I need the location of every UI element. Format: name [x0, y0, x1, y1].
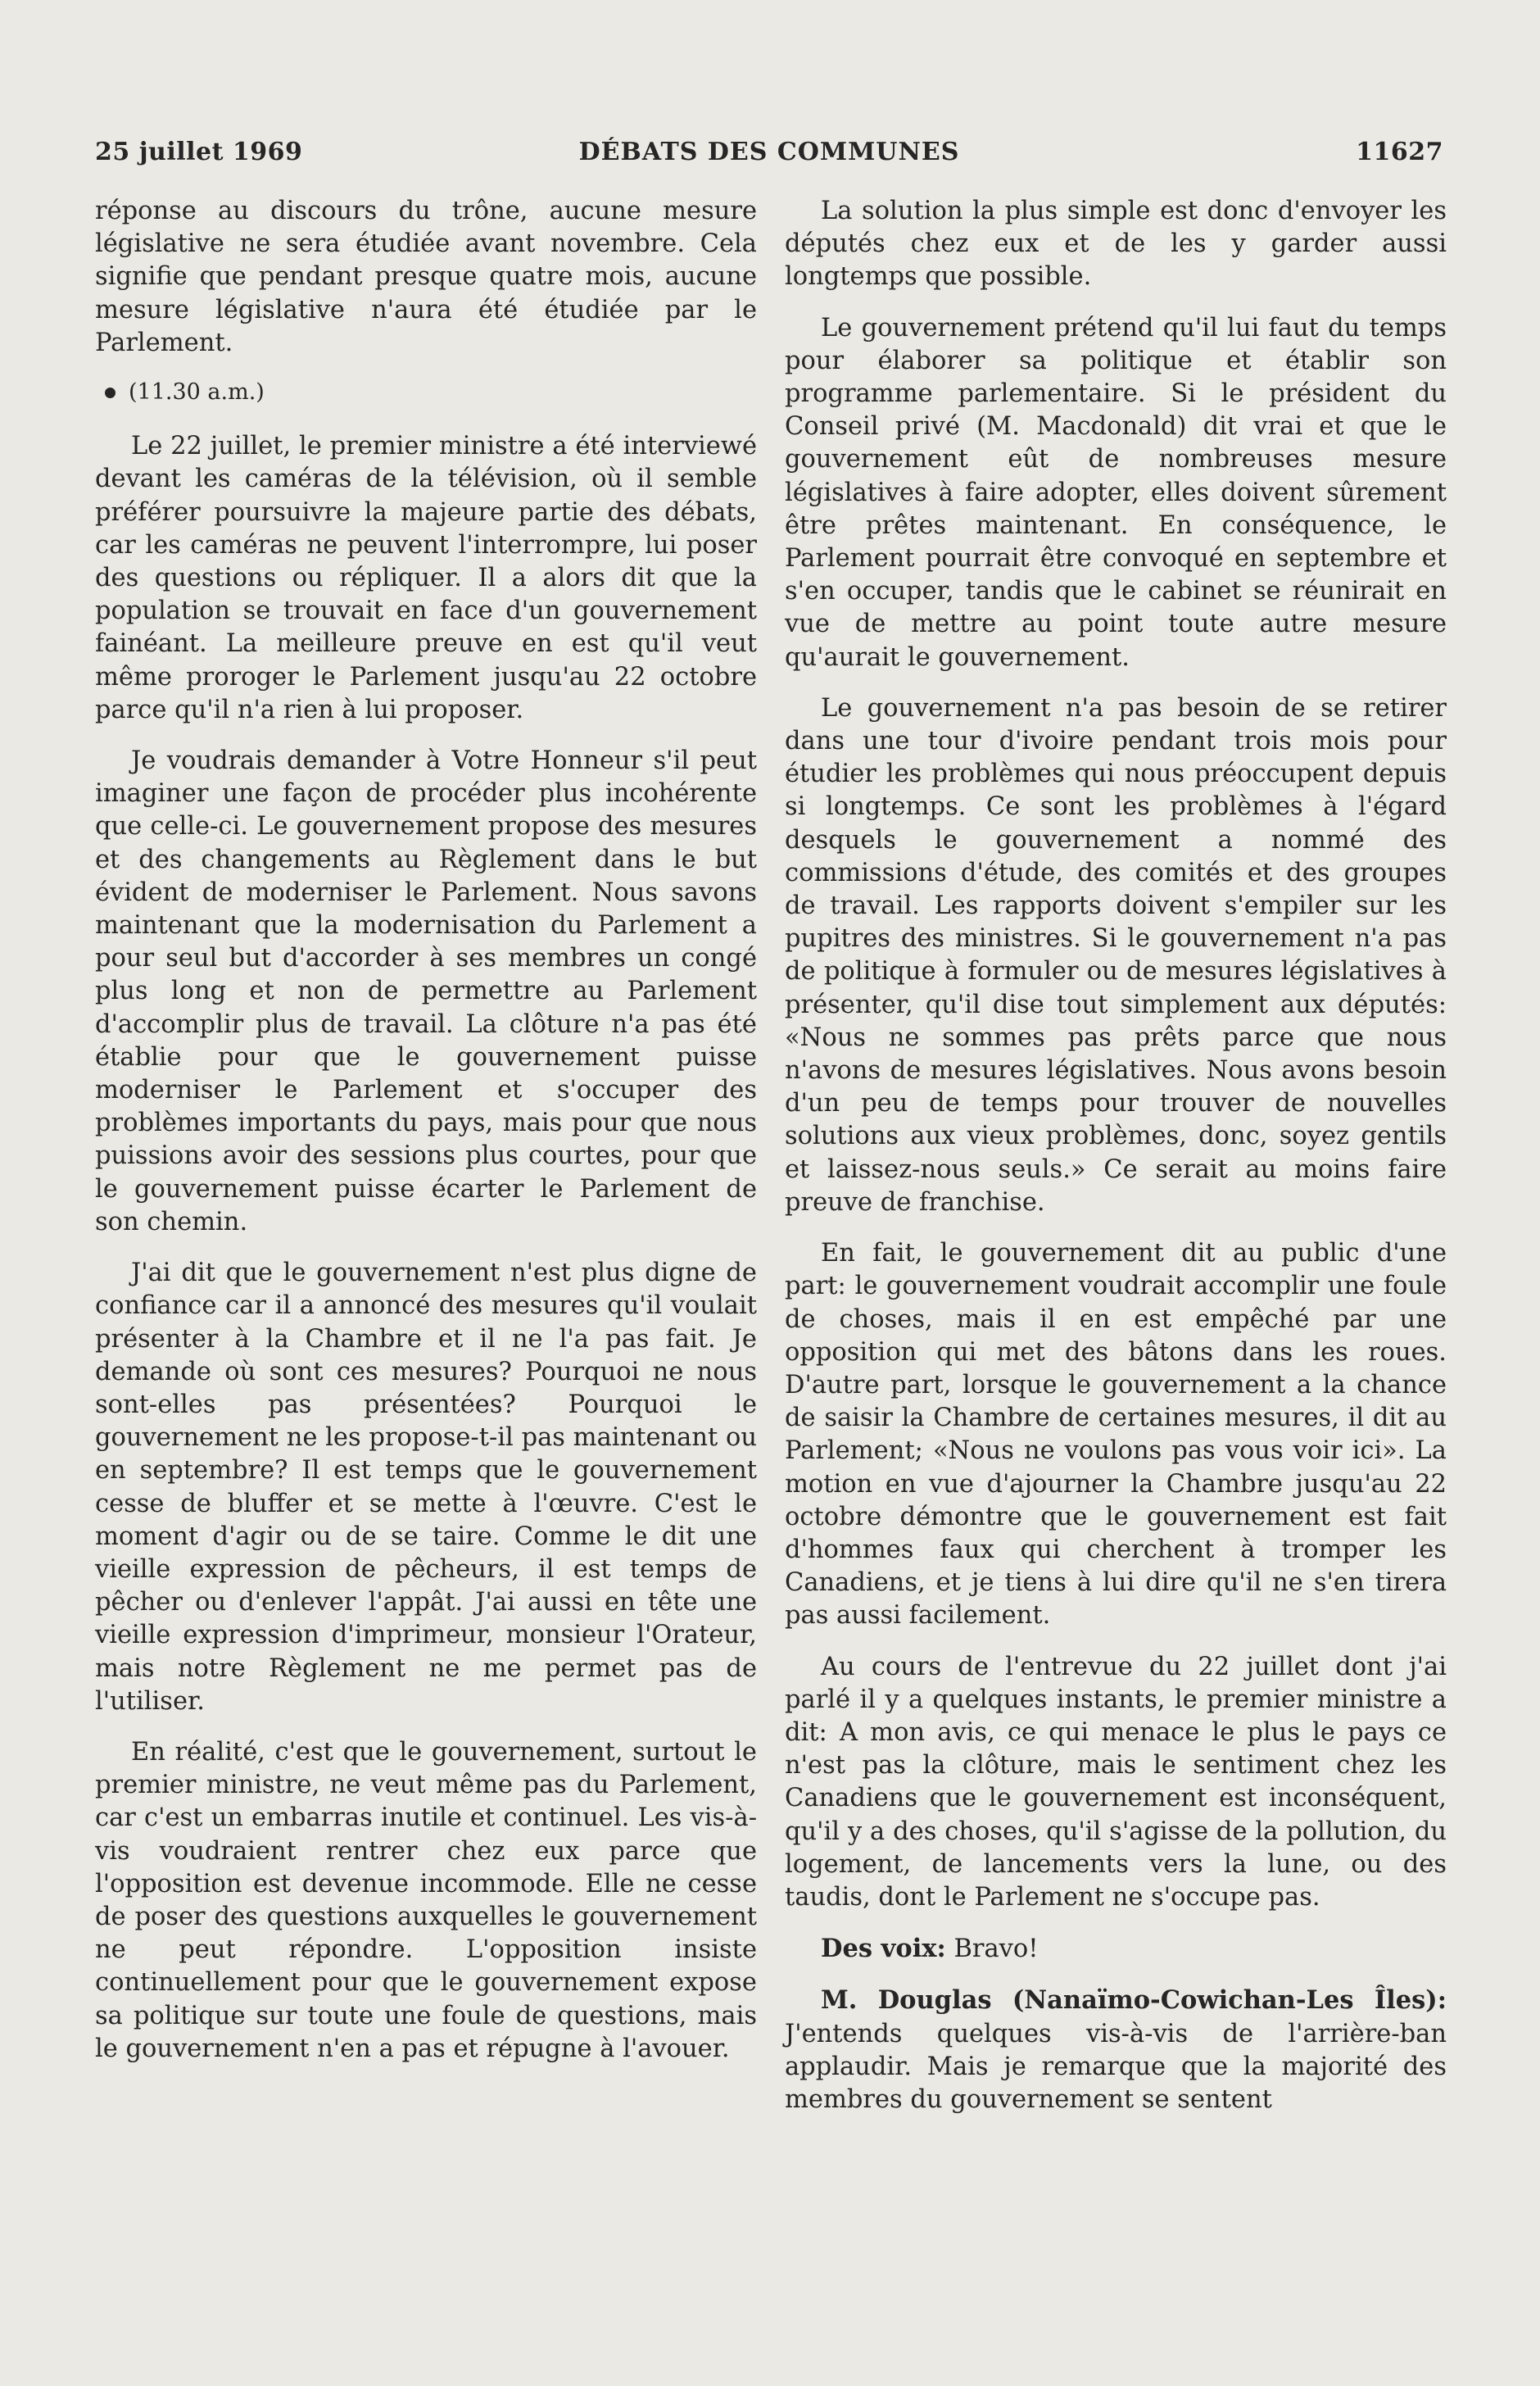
- bullet-icon: [105, 388, 116, 398]
- page-header: [95, 138, 1443, 174]
- header-page-number: 11627: [1356, 138, 1443, 166]
- header-date: 25 juillet 1969: [95, 138, 303, 166]
- paragraph: J'ai dit que le gouvernement n'est plus digne de confiance car il a annoncé des mesures qu'il voulait présenter à la Chambre et il ne l'a pas fait. Je demande où sont ces mesures? Pourquoi ne nous sont-elles pas présentées? Pourquoi le gouvernement ne les propose-t-il pas maintenant ou en septembre? Il est temps que le gouvernement cesse de bluffer et se mette à l'œuvre. C'est le moment d'agir ou de se taire. Comme le dit une vieille expression de pêcheurs, il est temps de pêcher ou d'enlever l'appât. J'ai aussi en tête une vieille expression d'imprimeur, monsieur l'Orateur, mais notre Règlement ne me permet pas de l'utiliser.: [95, 1259, 757, 1716]
- paragraph: Le 22 juillet, le premier ministre a été interviewé devant les caméras de la télévision, où il semble préférer poursuivre la majeure partie des débats, car les caméras ne peuvent l'interrompre, lui poser des questions ou répliquer. Il a alors dit que la population se trouvait en face d'un gouvernement fainéant. La meilleure preuve en est qu'il veut même proroger le Parlement jusqu'au 22 octobre parce qu'il n'a rien à lui proposer.: [95, 432, 757, 724]
- speaker-name: Des voix:: [821, 1934, 946, 1964]
- time-marker-text: (11.30 a.m.): [129, 379, 265, 406]
- interjection-text: Bravo!: [953, 1935, 1039, 1964]
- paragraph: réponse au discours du trône, aucune mesure législative ne sera étudiée avant novembre. Cela signifie que pendant presque quatre mois, aucune mesure législative n'aura été étudiée par le Parlement.: [95, 197, 757, 357]
- paragraph: Le gouvernement prétend qu'il lui faut du temps pour élaborer sa politique et établir son programme parlementaire. Si le président du Conseil privé (M. Macdonald) dit vrai et que le gouvernement eût de nombreuses mesure législatives à faire adopter, elles doivent sûrement être prêtes maintenant. En conséquence, le Parlement pourrait être convoqué en septembre et s'en occuper, tandis que le cabinet se réunirait en vue de mettre au point toute autre mesure qu'aurait le gouvernement.: [785, 313, 1447, 672]
- left-column: [95, 195, 757, 2066]
- paragraph: Le gouvernement n'a pas besoin de se retirer dans une tour d'ivoire pendant trois mois pour étudier les problèmes qui nous préoccupent depuis si longtemps. Ce sont les problèmes à l'égard desquels le gouvernement a nommé des commissions d'étude, des comités et des groupes de travail. Les rapports doivent s'empiler sur les pupitres des ministres. Si le gouvernement n'a pas de politique à formuler ou de mesures législatives à présenter, qu'il dise tout simplement aux députés: «Nous ne sommes pas prêts parce que nous n'avons de mesures législatives. Nous avons besoin d'un peu de temps pour trouver de nouvelles solutions aux vieux problèmes, donc, soyez gentils et laissez-nous seuls.» Ce serait au moins faire preuve de franchise.: [785, 693, 1447, 1217]
- header-title: DÉBATS DES COMMUNES: [578, 138, 960, 166]
- right-column: [785, 195, 1447, 2116]
- paragraph: La solution la plus simple est donc d'envoyer les députés chez eux et de les y garder aussi longtemps que possible.: [785, 197, 1447, 292]
- time-marker: [95, 376, 757, 409]
- interjection: [785, 1932, 1447, 1966]
- speech-text: J'entends quelques vis-à-vis de l'arrière-ban applaudir. Mais je remarque que la majorité des membres du gouvernement se sentent: [785, 2019, 1447, 2114]
- paragraph: En réalité, c'est que le gouvernement, surtout le premier ministre, ne veut même pas du Parlement, car c'est un embarras inutile et continuel. Les vis-à-vis voudraient rentrer chez eux parce que l'opposition est devenue incommode. Elle ne cesse de poser des questions auxquelles le gouvernement ne peut répondre. L'opposition insiste continuellement pour que le gouvernement expose sa politique sur toute une foule de questions, mais le gouvernement n'en a pas et répugne à l'avouer.: [95, 1737, 757, 2063]
- paragraph: Au cours de l'entrevue du 22 juillet dont j'ai parlé il y a quelques instants, le premier ministre a dit: A mon avis, ce qui menace le plus le pays ce n'est pas la clôture, mais le sentiment chez les Canadiens que le gouvernement est inconséquent, qu'il y a des choses, qu'il s'agisse de la pollution, du logement, de lancements vers la lune, ou des taudis, dont le Parlement ne s'occupe pas.: [785, 1652, 1447, 1912]
- speaker-name: M. Douglas (Nanaïmo-Cowichan-Les Îles):: [821, 1985, 1447, 2016]
- paragraph: Je voudrais demander à Votre Honneur s'il peut imaginer une façon de procéder plus incohérente que celle-ci. Le gouvernement propose des mesures et des changements au Règlement dans le but évident de moderniser le Parlement. Nous savons maintenant que la modernisation du Parlement a pour seul but d'accorder à ses membres un congé plus long et non de permettre au Parlement d'accomplir plus de travail. La clôture n'a pas été établie pour que le gouvernement puisse moderniser le Parlement et s'occuper des problèmes importants du pays, mais pour que nous puissions avoir des sessions plus courtes, pour que le gouvernement puisse écarter le Parlement de son chemin.: [95, 746, 757, 1236]
- paragraph: En fait, le gouvernement dit au public d'une part: le gouvernement voudrait accomplir une foule de choses, mais il en est empêché par une opposition qui met des bâtons dans les roues. D'autre part, lorsque le gouvernement a la chance de saisir la Chambre de certaines mesures, il dit au Parlement; «Nous ne voulons pas vous voir ici». La motion en vue d'ajourner la Chambre jusqu'au 22 octobre démontre que le gouvernement est fait d'hommes faux qui cherchent à tromper les Canadiens, et je tiens à lui dire qu'il ne s'en tirera pas aussi facilement.: [785, 1239, 1447, 1631]
- speech: [785, 1984, 1447, 2116]
